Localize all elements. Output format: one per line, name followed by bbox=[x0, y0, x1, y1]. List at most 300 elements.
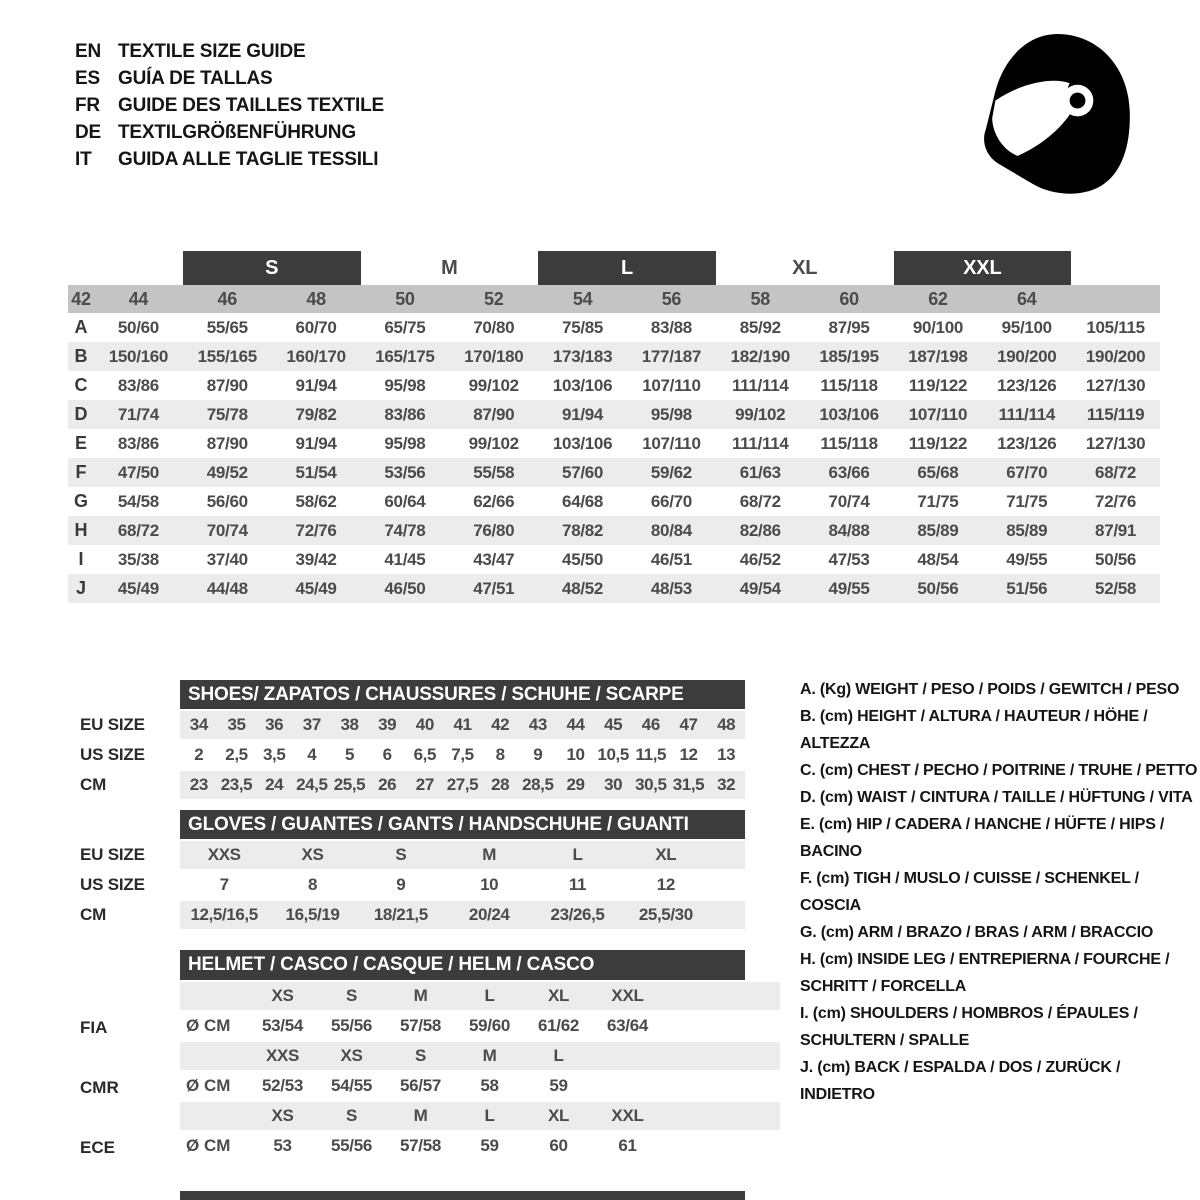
helmet-size-value: 58 bbox=[480, 1076, 499, 1095]
language-code: ES bbox=[75, 68, 100, 89]
row-letter: E bbox=[74, 433, 87, 453]
numeric-size: 44 bbox=[128, 288, 149, 309]
shoes-size-value: 47 bbox=[679, 715, 698, 734]
gloves-size-value: 9 bbox=[396, 875, 406, 894]
row-letter: C bbox=[74, 375, 88, 395]
helmet-size-value: 55/56 bbox=[330, 1016, 373, 1035]
measurement-value: 90/100 bbox=[912, 317, 964, 337]
shoes-size-value: 4 bbox=[307, 745, 317, 764]
measurement-value: 71/75 bbox=[1006, 491, 1048, 511]
shoes-size-value: 30 bbox=[604, 775, 623, 794]
measurement-value: 107/110 bbox=[642, 433, 701, 453]
helmet-standard-groups bbox=[80, 980, 780, 1160]
numeric-size: 54 bbox=[572, 288, 593, 309]
shoes-size-value: 7,5 bbox=[451, 745, 474, 764]
measurement-value: 66/70 bbox=[650, 491, 692, 511]
measurement-value: 103/106 bbox=[552, 375, 613, 395]
measurement-value: 91/94 bbox=[295, 375, 337, 395]
helmet-size-header-row bbox=[180, 1102, 780, 1130]
measurement-value: 83/86 bbox=[117, 433, 159, 453]
numeric-size: 56 bbox=[661, 288, 682, 309]
measurement-value: 87/90 bbox=[206, 375, 248, 395]
gloves-size-value: 20/24 bbox=[468, 905, 510, 924]
row-letter: J bbox=[75, 578, 86, 598]
measurement-value: 87/90 bbox=[473, 404, 515, 424]
gloves-row-label: EU SIZE bbox=[80, 845, 145, 864]
shoes-row-values bbox=[180, 771, 745, 799]
numeric-size: 48 bbox=[306, 288, 326, 309]
measurement-value: 119/122 bbox=[908, 375, 968, 395]
measurement-value: 91/94 bbox=[562, 404, 604, 424]
measurement-value: 46/51 bbox=[650, 549, 692, 569]
guide-title: TEXTILGRÖßENFÜHRUNG bbox=[118, 122, 356, 143]
language-title-list bbox=[75, 38, 384, 173]
measurement-value: 185/195 bbox=[819, 346, 879, 366]
helmet-size-label: XS bbox=[271, 986, 294, 1005]
shoes-size-value: 11,5 bbox=[635, 745, 667, 764]
helmet-standard-label: CMR bbox=[80, 1078, 119, 1097]
gloves-size-value: XXS bbox=[207, 845, 241, 864]
helmet-standard-group bbox=[80, 982, 780, 1040]
measurement-value: 83/86 bbox=[384, 404, 426, 424]
measurement-row bbox=[68, 371, 1160, 400]
measurement-value: 55/58 bbox=[473, 462, 515, 482]
helmet-size-label: M bbox=[413, 1106, 428, 1125]
shoes-size-value: 10,5 bbox=[597, 745, 629, 764]
measurement-value: 95/98 bbox=[384, 433, 426, 453]
measurement-value: 85/92 bbox=[739, 317, 781, 337]
helmet-size-value: 60 bbox=[549, 1136, 568, 1155]
helmet-size-label: L bbox=[553, 1046, 564, 1065]
helmet-size-label: M bbox=[482, 1046, 497, 1065]
helmet-standard-label: ECE bbox=[80, 1138, 115, 1157]
measurement-value: 123/126 bbox=[997, 375, 1057, 395]
helmet-size-label: XS bbox=[340, 1046, 363, 1065]
measurement-value: 103/106 bbox=[552, 433, 613, 453]
row-letter: F bbox=[75, 462, 87, 482]
shoes-size-value: 35 bbox=[227, 715, 246, 734]
gloves-row-label: CM bbox=[80, 905, 107, 924]
measurement-row bbox=[68, 516, 1160, 545]
gloves-size-value: 7 bbox=[219, 875, 229, 894]
helmet-size-value: 53 bbox=[273, 1136, 292, 1155]
helmet-size-label: XL bbox=[547, 986, 570, 1005]
legend-item: G. (cm) ARM / BRAZO / BRAS / ARM / BRACCIO bbox=[800, 924, 1154, 941]
shoes-row-label: US SIZE bbox=[80, 745, 145, 764]
numeric-size: 58 bbox=[750, 288, 770, 309]
gloves-size-value: 23/26,5 bbox=[550, 905, 605, 924]
shoes-size-value: 8 bbox=[495, 745, 505, 764]
measurement-value: 49/55 bbox=[828, 578, 870, 598]
shoes-size-value: 34 bbox=[189, 715, 208, 734]
shoes-size-value: 6,5 bbox=[413, 745, 437, 764]
numeric-size: 50 bbox=[395, 288, 415, 309]
gloves-size-value: 18/21,5 bbox=[373, 905, 428, 924]
measurement-value: 105/115 bbox=[1086, 317, 1145, 337]
shoes-size-value: 44 bbox=[566, 715, 585, 734]
shoes-size-value: 36 bbox=[265, 715, 284, 734]
measurement-value: 190/200 bbox=[997, 346, 1057, 366]
helmet-size-value: 57/58 bbox=[399, 1016, 442, 1035]
helmet-size-label: S bbox=[414, 1046, 427, 1065]
gloves-size-value: 12 bbox=[656, 875, 675, 894]
language-title-row bbox=[75, 38, 384, 65]
gloves-row-values bbox=[180, 871, 745, 899]
measurement-value: 65/75 bbox=[384, 317, 426, 337]
gloves-row-values bbox=[180, 841, 745, 869]
measurement-value: 187/198 bbox=[908, 346, 968, 366]
measurement-value: 173/183 bbox=[552, 346, 613, 366]
legend-item: I. (cm) SHOULDERS / HOMBROS / ÉPAULES / SCHULTERN / SPALLE bbox=[800, 1005, 1138, 1049]
measurement-value: 190/200 bbox=[1085, 346, 1146, 366]
shoes-size-value: 28,5 bbox=[522, 775, 554, 794]
shoes-size-value: 25,5 bbox=[333, 775, 366, 794]
measurement-value: 47/51 bbox=[473, 578, 515, 598]
measurement-value: 60/70 bbox=[295, 317, 337, 337]
legend-item: D. (cm) WAIST / CINTURA / TAILLE / HÜFTUNG / VITA bbox=[800, 789, 1193, 806]
measurement-row bbox=[68, 545, 1160, 574]
measurement-row bbox=[68, 429, 1160, 458]
helmet-standard-label: FIA bbox=[80, 1018, 108, 1037]
shoes-size-value: 28 bbox=[491, 775, 510, 794]
language-code: IT bbox=[75, 149, 92, 170]
numeric-size: 42 bbox=[71, 288, 91, 309]
shoes-size-value: 45 bbox=[604, 715, 623, 734]
gloves-section-header: GLOVES / GUANTES / GANTS / HANDSCHUHE / GUANTI bbox=[180, 810, 745, 839]
measurement-value: 50/56 bbox=[917, 578, 959, 598]
measurement-value: 107/110 bbox=[908, 404, 968, 424]
helmet-unit-label: Ø CM bbox=[186, 1016, 231, 1035]
shoes-size-value: 37 bbox=[302, 715, 321, 734]
size-band-label: S bbox=[183, 251, 361, 285]
measurement-value: 52/58 bbox=[1095, 578, 1137, 598]
shoes-size-value: 9 bbox=[533, 745, 543, 764]
shoes-size-value: 2 bbox=[194, 745, 204, 764]
helmet-section-header: HELMET / CASCO / CASQUE / HELM / CASCO bbox=[180, 950, 745, 980]
numeric-size: 60 bbox=[839, 288, 859, 309]
language-title-row bbox=[75, 92, 384, 119]
measurement-value: 85/89 bbox=[917, 520, 959, 540]
helmet-size-label: XXS bbox=[265, 1046, 300, 1065]
row-letter: I bbox=[78, 549, 84, 569]
shoes-size-value: 24,5 bbox=[296, 775, 328, 794]
measurement-value: 46/52 bbox=[739, 549, 781, 569]
measurement-value: 83/88 bbox=[650, 317, 692, 337]
measurement-value: 48/53 bbox=[650, 578, 692, 598]
measurement-value: 57/60 bbox=[562, 462, 604, 482]
measurement-value: 182/190 bbox=[730, 346, 790, 366]
measurement-value: 123/126 bbox=[997, 433, 1057, 453]
measurement-value: 84/88 bbox=[828, 520, 870, 540]
measurement-value: 65/68 bbox=[917, 462, 959, 482]
measurement-value: 54/58 bbox=[117, 491, 159, 511]
gloves-size-value: L bbox=[572, 845, 583, 864]
shoes-size-value: 39 bbox=[378, 715, 397, 734]
measurement-value: 68/72 bbox=[117, 520, 159, 540]
shoes-size-value: 31,5 bbox=[672, 775, 705, 794]
measurement-value: 47/50 bbox=[117, 462, 159, 482]
racing-helmet-icon bbox=[978, 30, 1136, 198]
helmet-size-label: XS bbox=[271, 1106, 294, 1125]
helmet-size-value: 56/57 bbox=[399, 1076, 442, 1095]
measurement-value: 87/95 bbox=[828, 317, 870, 337]
measurement-value: 49/55 bbox=[1006, 549, 1048, 569]
shoes-size-value: 27,5 bbox=[446, 775, 479, 794]
legend-item: B. (cm) HEIGHT / ALTURA / HAUTEUR / HÖHE / ALTEZZA bbox=[800, 708, 1148, 752]
shoes-section-header: SHOES/ ZAPATOS / CHAUSSURES / SCHUHE / SCARPE bbox=[180, 680, 745, 709]
row-letter: B bbox=[74, 346, 88, 366]
measurement-value: 111/114 bbox=[998, 404, 1056, 424]
gloves-size-value: 25,5/30 bbox=[638, 905, 693, 924]
shoes-size-value: 46 bbox=[641, 715, 660, 734]
guide-title: GUIDA ALLE TAGLIE TESSILI bbox=[118, 149, 379, 170]
helmet-size-label: XL bbox=[547, 1106, 570, 1125]
shoes-row-values bbox=[180, 741, 745, 769]
gloves-row-values bbox=[180, 901, 745, 929]
measurement-value: 64/68 bbox=[562, 491, 604, 511]
measurement-value: 55/65 bbox=[206, 317, 248, 337]
helmet-size-value: 59 bbox=[549, 1076, 568, 1095]
shoes-row-values bbox=[180, 711, 745, 739]
shoes-size-value: 48 bbox=[717, 715, 736, 734]
helmet-size-value: 55/56 bbox=[330, 1136, 373, 1155]
racing-helmet-icon-svg bbox=[978, 30, 1136, 198]
measurement-value: 78/82 bbox=[562, 520, 604, 540]
measurement-value: 115/118 bbox=[820, 375, 878, 395]
measurement-value: 111/114 bbox=[731, 375, 789, 395]
shoes-size-value: 23 bbox=[189, 775, 208, 794]
helmet-size-label: S bbox=[345, 986, 358, 1005]
measurement-value: 51/54 bbox=[295, 462, 337, 482]
measurement-value: 83/86 bbox=[117, 375, 159, 395]
measurement-value: 60/64 bbox=[384, 491, 426, 511]
numeric-size: 62 bbox=[928, 288, 948, 309]
measurement-value: 71/74 bbox=[117, 404, 159, 424]
legend-item: C. (cm) CHEST / PECHO / POITRINE / TRUHE / PETTO bbox=[800, 762, 1198, 779]
numeric-size: 52 bbox=[484, 288, 504, 309]
measurement-row bbox=[68, 574, 1160, 603]
shoes-size-value: 5 bbox=[344, 745, 355, 764]
measurement-value: 51/56 bbox=[1006, 578, 1048, 598]
gloves-row-label: US SIZE bbox=[80, 875, 145, 894]
helmet-size-label: M bbox=[413, 986, 428, 1005]
row-letter: D bbox=[74, 404, 88, 424]
shoes-size-value: 43 bbox=[528, 715, 547, 734]
measurement-value: 70/74 bbox=[828, 491, 870, 511]
measurement-value: 99/102 bbox=[735, 404, 786, 424]
numeric-size: 46 bbox=[217, 288, 237, 309]
helmet-size-value: 61 bbox=[618, 1136, 637, 1155]
measurement-value: 99/102 bbox=[468, 433, 519, 453]
measurement-value: 43/47 bbox=[473, 549, 515, 569]
measurement-value: 49/54 bbox=[739, 578, 781, 598]
helmet-values-row bbox=[180, 1072, 780, 1100]
language-code: EN bbox=[75, 41, 101, 62]
measurement-value: 127/130 bbox=[1085, 375, 1146, 395]
helmet-size-label: L bbox=[484, 986, 495, 1005]
measurement-value: 46/50 bbox=[384, 578, 426, 598]
row-letter: A bbox=[74, 317, 88, 337]
measurement-value: 68/72 bbox=[1095, 462, 1137, 482]
measurement-value: 115/119 bbox=[1086, 404, 1145, 424]
legend-item: H. (cm) INSIDE LEG / ENTREPIERNA / FOURCHE / SCHRITT / FORCELLA bbox=[800, 951, 1170, 995]
gloves-size-value: 8 bbox=[307, 875, 318, 894]
gloves-size-value: XS bbox=[301, 845, 324, 864]
helmet-size-value: 63/64 bbox=[606, 1016, 649, 1035]
measurement-value: 67/70 bbox=[1006, 462, 1048, 482]
shoes-size-value: 2,5 bbox=[225, 745, 248, 764]
helmet-size-label: S bbox=[345, 1106, 358, 1125]
legend-item: E. (cm) HIP / CADERA / HANCHE / HÜFTE / HIPS / BACINO bbox=[800, 816, 1165, 860]
measurement-value: 177/187 bbox=[641, 346, 702, 366]
measurement-value: 37/40 bbox=[206, 549, 248, 569]
measurement-value: 35/38 bbox=[117, 549, 159, 569]
measurement-value: 50/60 bbox=[117, 317, 159, 337]
shoes-size-value: 3,5 bbox=[262, 745, 286, 764]
measurement-value: 75/85 bbox=[562, 317, 604, 337]
measurement-value: 95/98 bbox=[650, 404, 692, 424]
gloves-size-value: S bbox=[395, 845, 407, 864]
gloves-size-value: 10 bbox=[480, 875, 499, 894]
helmet-size-header-row bbox=[180, 982, 780, 1010]
helmet-unit-label: Ø CM bbox=[186, 1076, 231, 1095]
measurement-row bbox=[68, 313, 1160, 342]
helmet-values-row bbox=[180, 1012, 780, 1040]
measurement-value: 165/175 bbox=[375, 346, 435, 366]
measurement-value: 45/49 bbox=[295, 578, 337, 598]
cropped-section-bar bbox=[180, 1191, 745, 1200]
measurement-value: 61/63 bbox=[739, 462, 781, 482]
shoes-size-value: 38 bbox=[340, 715, 359, 734]
measurement-value: 45/50 bbox=[562, 549, 604, 569]
measurement-value: 115/118 bbox=[820, 433, 878, 453]
measurement-value: 53/56 bbox=[384, 462, 426, 482]
measurement-value: 107/110 bbox=[642, 375, 701, 395]
legend-item: A. (Kg) WEIGHT / PESO / POIDS / GEWITCH / PESO bbox=[800, 681, 1180, 698]
measurement-value: 71/75 bbox=[917, 491, 959, 511]
legend-item: F. (cm) TIGH / MUSLO / CUISSE / SCHENKEL / COSCIA bbox=[800, 870, 1139, 914]
measurement-value: 74/78 bbox=[384, 520, 426, 540]
measurement-value: 48/54 bbox=[917, 549, 959, 569]
shoes-size-value: 27 bbox=[415, 775, 434, 794]
language-title-row bbox=[75, 146, 384, 173]
measurement-value: 111/114 bbox=[731, 433, 789, 453]
measurement-value: 70/74 bbox=[206, 520, 248, 540]
measurement-value: 150/160 bbox=[108, 346, 169, 366]
measurement-value: 170/180 bbox=[464, 346, 524, 366]
measurement-value: 160/170 bbox=[286, 346, 346, 366]
measurement-value: 72/76 bbox=[1095, 491, 1137, 511]
helmet-size-value: 52/53 bbox=[261, 1076, 304, 1095]
measurement-row bbox=[68, 458, 1160, 487]
size-band-header bbox=[68, 251, 1160, 285]
measurement-value: 155/165 bbox=[197, 346, 257, 366]
shoes-size-value: 13 bbox=[717, 745, 736, 764]
measurement-value: 41/45 bbox=[384, 549, 426, 569]
measurement-value: 85/89 bbox=[1006, 520, 1048, 540]
measurement-value: 47/53 bbox=[828, 549, 870, 569]
measurement-value: 91/94 bbox=[295, 433, 337, 453]
measurement-value: 95/98 bbox=[384, 375, 426, 395]
measurement-value: 39/42 bbox=[295, 549, 337, 569]
shoes-size-value: 23,5 bbox=[220, 775, 253, 794]
measurement-value: 80/84 bbox=[650, 520, 692, 540]
helmet-values-row bbox=[180, 1132, 780, 1160]
measurement-value: 70/80 bbox=[473, 317, 515, 337]
gloves-size-value: 11 bbox=[568, 875, 587, 894]
language-title-row bbox=[75, 65, 384, 92]
language-code: FR bbox=[75, 95, 100, 116]
measurement-value: 95/100 bbox=[1001, 317, 1052, 337]
legend-item: J. (cm) BACK / ESPALDA / DOS / ZURÜCK / INDIETRO bbox=[800, 1059, 1121, 1103]
gloves-size-value: XL bbox=[655, 845, 677, 864]
language-code: DE bbox=[75, 122, 101, 143]
measurement-value: 59/62 bbox=[650, 462, 692, 482]
measurement-value: 68/72 bbox=[739, 491, 781, 511]
measurement-value: 127/130 bbox=[1085, 433, 1146, 453]
shoes-size-value: 26 bbox=[378, 775, 397, 794]
measurement-value: 87/90 bbox=[206, 433, 248, 453]
guide-title: GUIDE DES TAILLES TEXTILE bbox=[118, 95, 384, 116]
shoes-size-value: 24 bbox=[265, 775, 284, 794]
helmet-size-header-row bbox=[180, 1042, 780, 1070]
shoes-row-label: CM bbox=[80, 775, 107, 794]
measurement-value: 87/91 bbox=[1095, 520, 1137, 540]
measurement-value: 119/122 bbox=[908, 433, 968, 453]
shoes-size-value: 30,5 bbox=[635, 775, 667, 794]
helmet-standard-group bbox=[80, 1042, 780, 1100]
measurement-legend bbox=[800, 676, 1198, 1108]
language-title-row bbox=[75, 119, 384, 146]
measurement-value: 45/49 bbox=[117, 578, 159, 598]
measurement-row bbox=[68, 487, 1160, 516]
size-band-label: XL bbox=[792, 256, 818, 279]
measurement-value: 49/52 bbox=[206, 462, 248, 482]
measurement-value: 63/66 bbox=[828, 462, 870, 482]
measurement-value: 72/76 bbox=[295, 520, 337, 540]
row-letter: H bbox=[74, 520, 88, 540]
helmet-size-value: 54/55 bbox=[330, 1076, 373, 1095]
measurement-value: 44/48 bbox=[206, 578, 248, 598]
measurement-value: 58/62 bbox=[295, 491, 337, 511]
helmet-standard-group bbox=[80, 1102, 780, 1160]
helmet-size-label: L bbox=[484, 1106, 495, 1125]
shoes-size-value: 10 bbox=[566, 745, 585, 764]
measurement-value: 76/80 bbox=[473, 520, 515, 540]
measurement-value: 103/106 bbox=[819, 404, 879, 424]
measurement-value: 56/60 bbox=[206, 491, 248, 511]
textile-size-table bbox=[68, 251, 1160, 603]
shoes-size-value: 40 bbox=[415, 715, 434, 734]
row-letter: G bbox=[73, 491, 88, 511]
size-band-label: L bbox=[538, 251, 716, 285]
size-band-label: M bbox=[441, 256, 458, 279]
gloves-size-value: 12,5/16,5 bbox=[190, 905, 258, 924]
measurement-rows bbox=[68, 313, 1160, 603]
gloves-size-value: M bbox=[482, 845, 497, 864]
measurement-value: 62/66 bbox=[473, 491, 515, 511]
helmet-size-label: XXL bbox=[611, 986, 644, 1005]
numeric-size-strip bbox=[68, 285, 1160, 313]
guide-title: GUÍA DE TALLAS bbox=[118, 68, 273, 89]
guide-title: TEXTILE SIZE GUIDE bbox=[118, 41, 306, 62]
shoes-size-value: 32 bbox=[717, 775, 736, 794]
shoes-size-value: 42 bbox=[491, 715, 510, 734]
size-band-label: XXL bbox=[894, 251, 1072, 285]
helmet-size-value: 57/58 bbox=[399, 1136, 442, 1155]
measurement-value: 50/56 bbox=[1095, 549, 1137, 569]
helmet-size-value: 59/60 bbox=[468, 1016, 511, 1035]
